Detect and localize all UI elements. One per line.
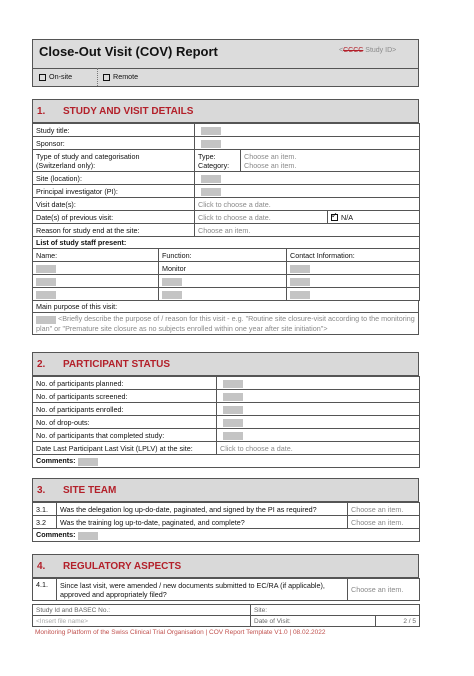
- section-site-team: [32, 478, 419, 542]
- section-2-header: [32, 352, 419, 376]
- header-divider: [33, 68, 418, 69]
- study-details-table: [32, 123, 420, 237]
- comments-label: Comments:: [36, 456, 76, 466]
- sponsor-label: Sponsor:: [33, 137, 195, 150]
- staff-name[interactable]: [33, 288, 159, 301]
- participants-completed-label: No. of participants that completed study:: [33, 429, 217, 442]
- regulatory-row-num: 4.1.: [33, 579, 57, 601]
- section-4-number: 4.: [37, 560, 46, 572]
- site-team-comments[interactable]: [33, 529, 420, 542]
- type-category-label: Type of study and categorisation (Switzerland only):: [33, 150, 195, 172]
- header-vsep: [97, 68, 98, 86]
- sponsor-value[interactable]: [195, 137, 420, 150]
- section-4-header: [32, 554, 419, 578]
- site-value[interactable]: [195, 172, 420, 185]
- section-3-number: 3.: [37, 484, 46, 496]
- pi-label: Principal investigator (PI):: [33, 185, 195, 198]
- lplv-picker[interactable]: Click to choose a date.: [217, 442, 420, 455]
- study-id-prefix: <: [339, 47, 344, 54]
- section-participant-status: [32, 352, 419, 468]
- page-title: Close-Out Visit (COV) Report: [39, 44, 218, 59]
- na-checkbox[interactable]: [331, 214, 338, 221]
- visit-dates-label: Visit date(s):: [33, 198, 195, 211]
- section-1-title: STUDY AND VISIT DETAILS: [63, 105, 194, 117]
- study-title-value[interactable]: [195, 124, 420, 137]
- visit-dates-picker[interactable]: Click to choose a date.: [195, 198, 420, 211]
- footer-study-id: Study Id and BASEC No.:: [33, 605, 251, 616]
- participants-enrolled-label: No. of participants enrolled:: [33, 403, 217, 416]
- staff-present-label: List of study staff present:: [33, 237, 420, 249]
- study-title-label: Study title:: [33, 124, 195, 137]
- comments-row[interactable]: [33, 455, 420, 468]
- study-id-struck: CCCC: [343, 47, 364, 54]
- site-team-row-text: Was the delegation log up-do-date, paginated, and signed by the PI as required?: [57, 503, 348, 516]
- purpose-table: [32, 300, 419, 335]
- staff-contact[interactable]: [287, 288, 420, 301]
- site-label: Site (location):: [33, 172, 195, 185]
- staff-contact[interactable]: [287, 275, 420, 288]
- previous-visit-label: Date(s) of previous visit:: [33, 211, 195, 224]
- previous-visit-na[interactable]: ✓ N/A: [328, 211, 420, 224]
- col-name: Name:: [33, 249, 159, 262]
- staff-function[interactable]: [159, 288, 287, 301]
- pi-value[interactable]: [195, 185, 420, 198]
- participants-planned-label: No. of participants planned:: [33, 377, 217, 390]
- drop-outs-value[interactable]: [217, 416, 420, 429]
- participants-planned-value[interactable]: [217, 377, 420, 390]
- main-purpose-label: Main purpose of this visit:: [33, 301, 419, 313]
- report-header: [32, 39, 419, 87]
- staff-function[interactable]: [159, 275, 287, 288]
- onsite-label: On-site: [49, 72, 73, 81]
- section-study-visit: [32, 99, 419, 335]
- purpose-field[interactable]: [33, 313, 419, 335]
- section-2-title: PARTICIPANT STATUS: [63, 358, 171, 370]
- section-2-number: 2.: [37, 358, 46, 370]
- footer-page-number: 2 / 5: [376, 616, 420, 627]
- study-id: [339, 47, 396, 54]
- footer-file-name: <Insert file name>: [33, 616, 251, 627]
- footer-date-of-visit: Date of Visit:: [251, 616, 376, 627]
- study-id-rest: Study ID>: [363, 47, 397, 54]
- participants-completed-value[interactable]: [217, 429, 420, 442]
- staff-name[interactable]: [33, 275, 159, 288]
- site-team-row-select[interactable]: Choose an item.: [348, 516, 420, 529]
- reason-end-select[interactable]: Choose an item.: [195, 224, 420, 237]
- purpose-placeholder: <Briefly describe the purpose of / reason for this visit - e.g. "Routine site closure-visit according to the monitoring plan" or "Premature site closure as no subjects enrolled within one year after site initiation">: [36, 314, 415, 333]
- footer-site: Site:: [251, 605, 420, 616]
- lplv-label: Date Last Participant Last Visit (LPLV) at the site:: [33, 442, 217, 455]
- drop-outs-label: No. of drop-outs:: [33, 416, 217, 429]
- footer-table: [32, 604, 420, 627]
- staff-name[interactable]: [33, 262, 159, 275]
- col-contact: Contact Information:: [287, 249, 420, 262]
- section-regulatory: [32, 554, 419, 601]
- site-team-row-select[interactable]: Choose an item.: [348, 503, 420, 516]
- section-1-header: [32, 99, 419, 123]
- onsite-checkbox[interactable]: [39, 74, 46, 81]
- participants-enrolled-value[interactable]: [217, 403, 420, 416]
- remote-option[interactable]: [103, 72, 138, 81]
- type-category-keys: Type: Category:: [195, 150, 241, 172]
- participants-screened-label: No. of participants screened:: [33, 390, 217, 403]
- site-team-row-num: 3.1.: [33, 503, 57, 516]
- section-3-header: [32, 478, 419, 502]
- site-team-row-text: Was the training log up-to-date, paginated, and complete?: [57, 516, 348, 529]
- site-team-row-num: 3.2: [33, 516, 57, 529]
- participants-screened-value[interactable]: [217, 390, 420, 403]
- site-team-table: [32, 502, 420, 542]
- type-category-select[interactable]: Choose an item. Choose an item.: [241, 150, 420, 172]
- section-1-number: 1.: [37, 105, 46, 117]
- reason-end-label: Reason for study end at the site:: [33, 224, 195, 237]
- participant-table: [32, 376, 420, 468]
- staff-contact[interactable]: [287, 262, 420, 275]
- regulatory-row-select[interactable]: Choose an item.: [348, 579, 420, 601]
- comments-label: Comments:: [36, 530, 76, 540]
- remote-label: Remote: [113, 72, 139, 81]
- col-function: Function:: [159, 249, 287, 262]
- regulatory-table: [32, 578, 420, 601]
- onsite-option[interactable]: [39, 72, 72, 81]
- staff-function-monitor: Monitor: [159, 262, 287, 275]
- staff-table: [32, 236, 420, 301]
- page-footer: [32, 604, 419, 636]
- footer-platform: Monitoring Platform of the Swiss Clinical Trial Organisation | COV Report Template V1.0 | 08.02.2022: [35, 629, 326, 636]
- section-3-title: SITE TEAM: [63, 484, 117, 496]
- remote-checkbox[interactable]: [103, 74, 110, 81]
- section-4-title: REGULATORY ASPECTS: [63, 560, 182, 572]
- regulatory-row-text: Since last visit, were amended / new documents submitted to EC/RA (if applicable), approved and appropriately filed?: [57, 579, 348, 601]
- previous-visit-picker[interactable]: Click to choose a date.: [195, 211, 328, 224]
